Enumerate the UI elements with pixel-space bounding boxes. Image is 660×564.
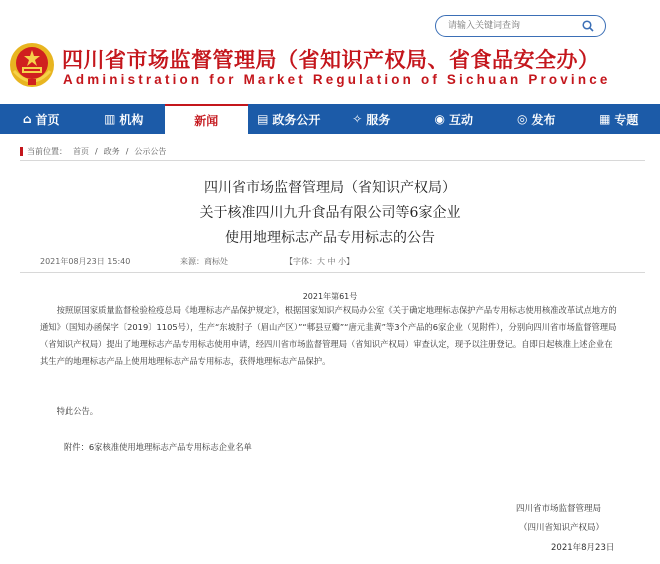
body-paragraph-2: 特此公告。 (56, 406, 99, 416)
building-icon: ▥ (104, 112, 116, 126)
broadcast-icon: ◎ (517, 112, 528, 126)
document-icon: ▤ (257, 112, 269, 126)
site-title: 四川省市场监督管理局（省知识产权局、省食品安全办） (62, 48, 600, 72)
article-title-line-1: 四川省市场监督管理局（省知识产权局） (204, 180, 456, 196)
breadcrumb-gov[interactable]: 政务 (103, 147, 120, 156)
article-title-line-2: 关于核准四川九升食品有限公司等6家企业 (199, 205, 461, 221)
signature-date: 2021年8月23日 (551, 543, 615, 553)
breadcrumb-sep: / (125, 147, 129, 156)
site-header (0, 0, 660, 104)
breadcrumb-prefix: 当前位置： (27, 147, 67, 156)
publish-date: 2021年08月23日 15:40 (40, 257, 131, 266)
search-input[interactable] (448, 19, 578, 33)
nav-item-0[interactable] (0, 104, 83, 134)
breadcrumb-notices[interactable]: 公示公告 (134, 147, 167, 156)
article-title-line-3: 使用地理标志产品专用标志的公告 (225, 230, 435, 246)
breadcrumb-marker (20, 147, 23, 156)
font-size-selector[interactable]: 【字体：大 中 小】 (285, 257, 355, 266)
divider (20, 160, 645, 161)
document-number: 2021年第61号 (302, 292, 358, 301)
national-emblem-icon (8, 41, 56, 89)
nav-item-6[interactable] (495, 104, 578, 134)
nav-label: 新闻 (194, 113, 219, 128)
signature-org: 四川省市场监督管理局 (516, 504, 602, 514)
nav-label: 机构 (119, 112, 144, 127)
nav-label: 互动 (448, 112, 473, 127)
nav-item-1[interactable] (83, 104, 166, 134)
main-nav (0, 104, 660, 134)
chat-icon: ◉ (434, 112, 445, 126)
home-icon: ⌂ (22, 112, 32, 126)
nav-item-3[interactable] (248, 104, 331, 134)
signature-org-sub: （四川省知识产权局） (519, 523, 605, 533)
breadcrumb-sep: / (95, 147, 98, 156)
attachment-link[interactable]: 附件：6家核准使用地理标志产品专用标志企业名单 (64, 442, 252, 452)
body-paragraph-1: 按照原国家质量监督检验检疫总局《地理标志产品保护规定》，根据国家知识产权局办公室《关于确定地理标志保护产品专用标志使用核准改革试点地方的通知》（国知办函保字〔2019〕1105号），生产“东坡肘子（眉山产区）”“郫县豆瓣”“唐元韭黄”等3个产品的6家企业（见附件），分别向四川省市场监督管理局（省知识产权局）提出了地理标志产品专用标志使用申请，经四川省市场监督管理局（省知识产权局）审查认定，现予以注册登记。自即日起核准上述企业在其生产的地理标志产品上使用地理标志产品专用标志，获得地理标志产品保护。 (40, 305, 617, 366)
nav-item-2[interactable] (165, 104, 248, 134)
site-title-english: Administration for Market Regulation of Sichuan Province (63, 72, 611, 87)
topic-icon: ▦ (599, 112, 611, 126)
search-icon[interactable] (582, 20, 594, 32)
nav-item-4[interactable] (330, 104, 413, 134)
search-box[interactable] (435, 15, 606, 37)
handshake-icon: ✧ (352, 112, 363, 126)
nav-label: 政务公开 (272, 112, 321, 127)
nav-label: 服务 (366, 112, 391, 127)
breadcrumb (20, 146, 172, 157)
article-source: 来源：商标处 (180, 257, 228, 266)
nav-label: 首页 (35, 112, 60, 127)
nav-label: 发布 (531, 112, 556, 127)
nav-label: 专题 (614, 112, 639, 127)
breadcrumb-home[interactable]: 首页 (73, 147, 89, 156)
divider (20, 272, 645, 273)
nav-item-7[interactable] (578, 104, 660, 134)
nav-item-5[interactable] (413, 104, 496, 134)
